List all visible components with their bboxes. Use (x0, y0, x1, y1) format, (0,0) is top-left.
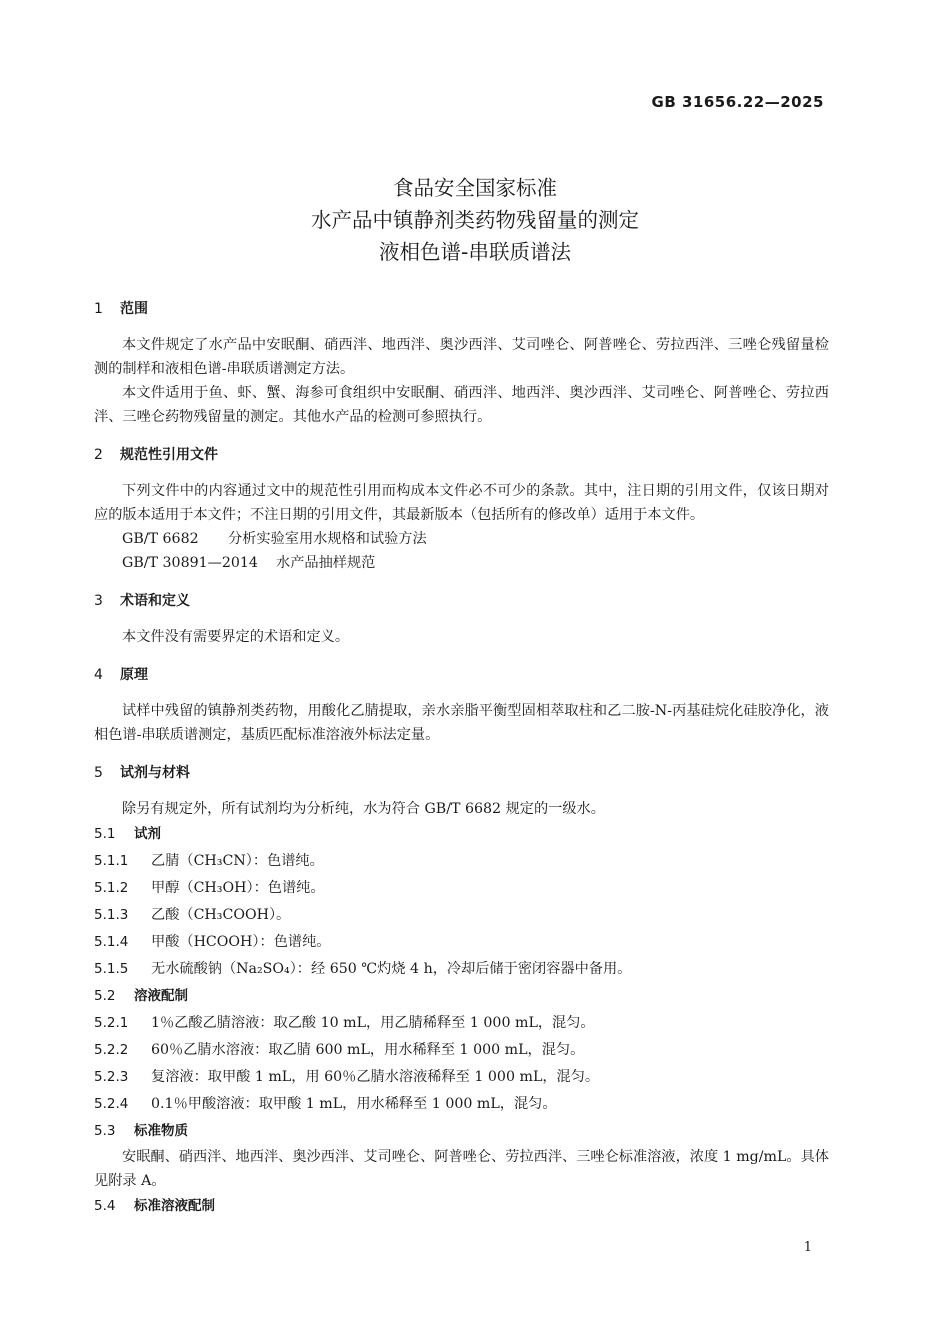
clause-number: 5.1.5 (94, 961, 129, 977)
standard-code: GB 31656.22—2025 (651, 93, 824, 111)
clause-text: 复溶液：取甲酸 1 mL，用 60％乙腈水溶液稀释至 1 000 mL，混匀。 (151, 1069, 600, 1085)
reference-code: GB/T 6682 (122, 531, 199, 547)
reference-title: 分析实验室用水规格和试验方法 (228, 531, 427, 547)
subsection-heading-solutions (94, 983, 829, 1010)
section-number: 5 (94, 765, 103, 781)
title-line-2: 水产品中镇静剂类药物残留量的测定 (311, 208, 639, 232)
title-line-3: 液相色谱-串联质谱法 (379, 240, 571, 264)
clause-item (94, 875, 829, 902)
section-title: 范围 (120, 301, 148, 317)
clause-text: 乙酸（CH₃COOH）。 (151, 907, 291, 923)
subsection-title: 溶液配制 (134, 988, 188, 1004)
clause-number: 5.2.2 (94, 1042, 129, 1058)
section-title: 术语和定义 (120, 593, 190, 609)
clause-number: 5.1.3 (94, 907, 129, 923)
document-body (94, 297, 829, 1220)
subsection-title: 标准溶液配制 (134, 1198, 215, 1214)
paragraph: 本文件适用于鱼、虾、蟹、海参可食组织中安眠酮、硝西泮、地西泮、奥沙西泮、艾司唑仑、阿普唑仑、劳拉西泮、三唑仑药物残留量的测定。其他水产品的检测可参照执行。 (94, 385, 829, 425)
title-line-1: 食品安全国家标准 (393, 176, 557, 200)
clause-item (94, 902, 829, 929)
section-heading-principle (94, 663, 829, 687)
section-heading-reagents (94, 761, 829, 785)
paragraph: 试样中残留的镇静剂类药物，用酸化乙腈提取，亲水亲脂平衡型固相萃取柱和乙二胺-N-丙基硅烷化硅胶净化，液相色谱-串联质谱测定，基质匹配标准溶液外标法定量。 (94, 703, 829, 743)
clause-item (94, 1091, 829, 1118)
paragraph: 本文件没有需要界定的术语和定义。 (122, 629, 350, 645)
paragraph: 下列文件中的内容通过文中的规范性引用而构成本文件必不可少的条款。其中，注日期的引用文件，仅该日期对应的版本适用于本文件；不注日期的引用文件，其最新版本（包括所有的修改单）适用于本文件。 (94, 483, 829, 523)
clause-text: 无水硫酸钠（Na₂SO₄）：经 650 ℃灼烧 4 h，冷却后储于密闭容器中备用。 (151, 961, 632, 977)
subsection-heading-standard-solutions (94, 1193, 829, 1220)
reference-title: 水产品抽样规范 (276, 555, 376, 571)
clause-number: 5.2.1 (94, 1015, 129, 1031)
section-number: 1 (94, 301, 103, 317)
section-number: 3 (94, 593, 103, 609)
section-number: 2 (94, 447, 103, 463)
section-title: 规范性引用文件 (120, 447, 218, 463)
clause-number: 5.1.1 (94, 853, 129, 869)
clause-number: 5.1.2 (94, 880, 129, 896)
subsection-title: 标准物质 (134, 1123, 188, 1139)
clause-text: 60％乙腈水溶液：取乙腈 600 mL，用水稀释至 1 000 mL，混匀。 (151, 1042, 585, 1058)
section-title: 试剂与材料 (120, 765, 190, 781)
document-title (0, 172, 950, 268)
subsection-number: 5.4 (94, 1198, 116, 1214)
paragraph: 安眠酮、硝西泮、地西泮、奥沙西泮、艾司唑仑、阿普唑仑、劳拉西泮、三唑仑标准溶液，浓度 1 mg/mL。具体见附录 A。 (94, 1149, 829, 1189)
clause-item (94, 1064, 829, 1091)
subsection-number: 5.1 (94, 826, 116, 842)
clause-text: 乙腈（CH₃CN）：色谱纯。 (151, 853, 324, 869)
clause-item (94, 1010, 829, 1037)
page-number: 1 (803, 1240, 812, 1255)
section-title: 原理 (120, 667, 148, 683)
section-heading-scope (94, 297, 829, 321)
reference-item (94, 551, 829, 575)
reference-code: GB/T 30891—2014 (122, 555, 258, 571)
paragraph: 除另有规定外，所有试剂均为分析纯，水为符合 GB/T 6682 规定的一级水。 (122, 801, 605, 817)
clause-item (94, 929, 829, 956)
subsection-title: 试剂 (134, 826, 161, 842)
subsection-heading-reference-materials (94, 1118, 829, 1145)
subsection-heading-reagents (94, 821, 829, 848)
clause-item (94, 1037, 829, 1064)
clause-number: 5.2.3 (94, 1069, 129, 1085)
clause-text: 甲酸（HCOOH）：色谱纯。 (151, 934, 331, 950)
section-heading-terms (94, 589, 829, 613)
subsection-number: 5.3 (94, 1123, 116, 1139)
clause-text: 1％乙酸乙腈溶液：取乙酸 10 mL，用乙腈稀释至 1 000 mL，混匀。 (151, 1015, 595, 1031)
section-number: 4 (94, 667, 103, 683)
reference-item (94, 527, 829, 551)
clause-text: 甲醇（CH₃OH）：色谱纯。 (151, 880, 325, 896)
subsection-number: 5.2 (94, 988, 116, 1004)
clause-item (94, 848, 829, 875)
clause-item (94, 956, 829, 983)
clause-text: 0.1％甲酸溶液：取甲酸 1 mL，用水稀释至 1 000 mL，混匀。 (151, 1096, 557, 1112)
section-heading-normative-references (94, 443, 829, 467)
clause-number: 5.1.4 (94, 934, 129, 950)
paragraph: 本文件规定了水产品中安眠酮、硝西泮、地西泮、奥沙西泮、艾司唑仑、阿普唑仑、劳拉西泮、三唑仑残留量检测的制样和液相色谱-串联质谱测定方法。 (94, 337, 829, 377)
clause-number: 5.2.4 (94, 1096, 129, 1112)
